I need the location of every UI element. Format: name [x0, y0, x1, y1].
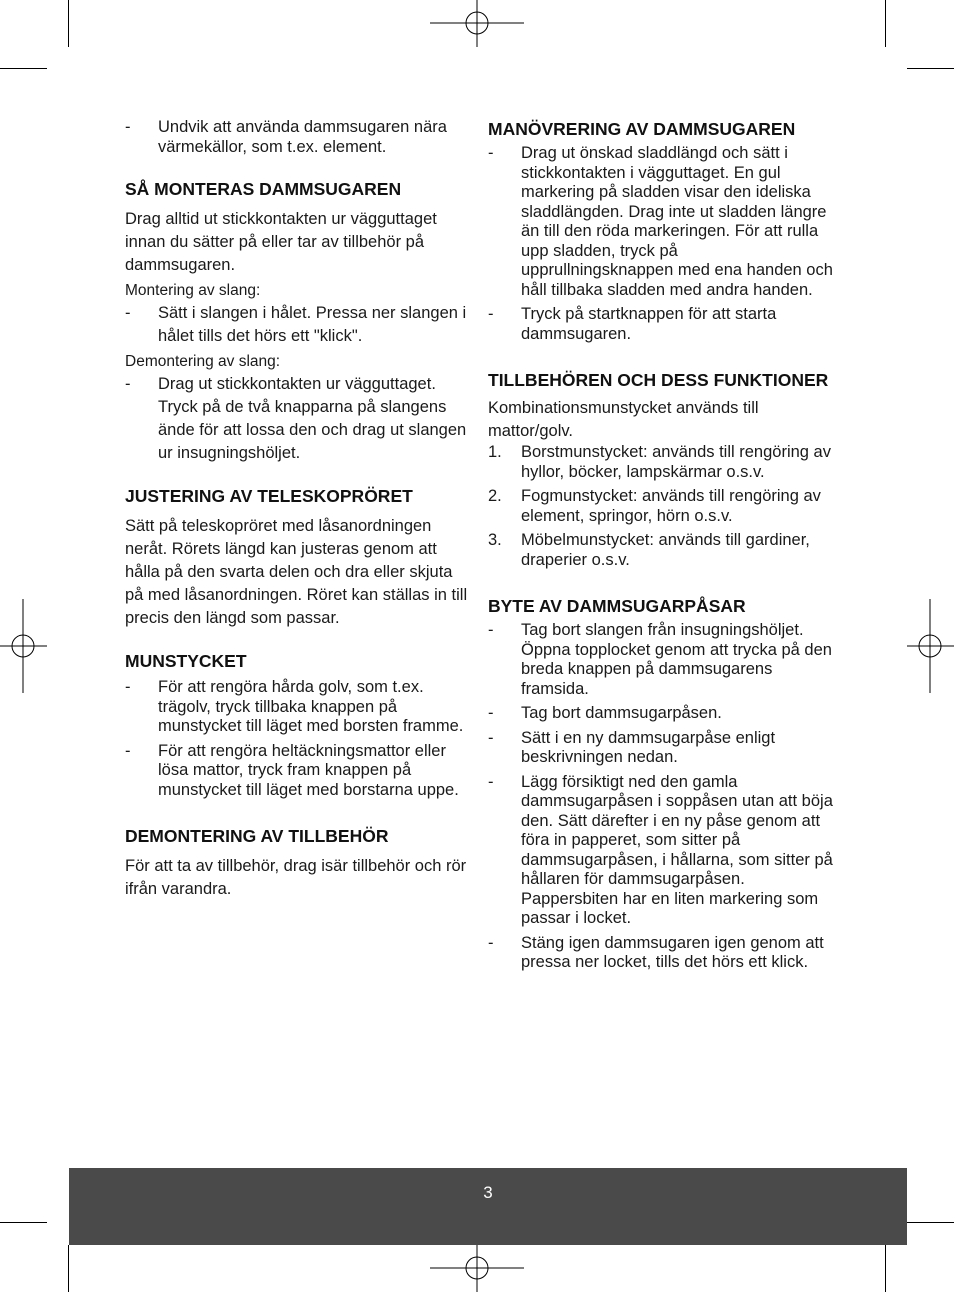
registration-mark-right — [907, 599, 954, 693]
sub-label: Montering av slang: — [125, 282, 261, 299]
accessories-list — [488, 443, 833, 570]
sub-label: Demontering av slang: — [125, 353, 281, 370]
section-heading: TILLBEHÖREN OCH DESS FUNKTIONER — [488, 370, 829, 390]
list-item: - Sätt i slangen i hålet. Pressa ner slangen i hålet tills det hörs ett "klick". — [125, 304, 467, 345]
list-item: - Drag ut önskad sladdlängd och sätt i stickkontakten i vägguttaget. En gul markering på sladden visar den ideliska sladdlängden. Drag inte ut sladden längre än till den röda markeringen. För att rulla upp sladden, tryck på upprullningsknappen med ena handen och håll tillbaka sladden med andra handen. — [488, 144, 833, 299]
list-item: - Stäng igen dammsugaren igen genom att pressa ner locket, tills det hörs ett klick. — [488, 933, 824, 971]
section-heading: MANÖVRERING AV DAMMSUGAREN — [488, 119, 796, 139]
footer-bar — [69, 1168, 907, 1245]
dismount-list — [125, 373, 468, 465]
mount-list — [125, 302, 468, 348]
nozzle-list — [125, 678, 468, 800]
section-heading: BYTE AV DAMMSUGARPÅSAR — [488, 596, 746, 616]
operation-list — [488, 144, 833, 344]
section-text: För att ta av tillbehör, drag isär tillbehör och rör ifrån varandra. — [125, 857, 467, 898]
list-item: 2. Fogmunstycket: används till rengöring av element, springor, hörn o.s.v. — [488, 487, 821, 525]
section-heading: JUSTERING AV TELESKOPRÖRET — [125, 486, 413, 506]
right-column — [488, 118, 833, 978]
registration-mark-left — [0, 599, 47, 693]
section-heading: DEMONTERING AV TILLBEHÖR — [125, 826, 389, 846]
list-item: - Tryck på startknappen för att starta dammsugaren. — [488, 305, 777, 343]
left-column — [125, 118, 468, 901]
registration-mark-bottom — [430, 1245, 524, 1292]
list-item: - Drag ut stickkontakten ur vägguttaget. Tryck på de två knapparna på slangens ände för att lossa den och drag ut slangen ur insugningshöljet. — [125, 375, 467, 462]
section-heading: MUNSTYCKET — [125, 651, 247, 671]
list-item: 1. Borstmunstycket: används till rengöring av hyllor, böcker, lampskärmar o.s.v. — [488, 443, 831, 481]
section-text: Drag alltid ut stickkontakten ur vägguttaget innan du sätter på eller tar av tillbehör på dammsugaren. — [125, 210, 437, 274]
intro-list — [125, 118, 468, 157]
list-item: - Lägg försiktigt ned den gamla dammsugarpåsen i soppåsen utan att böja den. Sätt därefter i en ny påse genom att föra in papperet, som sitter på dammsugarpåsen, i hållarna, som sitter på hållaren för dammsugarpåsen. Pappersbiten har en liten markering som passar i locket. — [488, 772, 833, 927]
list-item: 3. Möbelmunstycket: används till gardiner, draperier o.s.v. — [488, 531, 810, 569]
section-text: Sätt på teleskopröret med låsanordningen neråt. Rörets längd kan justeras genom att hålla på den svarta delen och dra eller skjuta på med låsanordningen. Röret kan ställas in till precis den längd som passar. — [125, 517, 468, 627]
list-item: - Sätt i en ny dammsugarpåse enligt beskrivningen nedan. — [488, 728, 776, 766]
list-item: - För att rengöra heltäckningsmattor eller lösa mattor, tryck fram knappen på munstycket till läget med borstarna uppe. — [125, 741, 459, 799]
page-number: 3 — [483, 1183, 493, 1202]
list-item: - Undvik att använda dammsugaren nära värmekällor, som t.ex. element. — [125, 118, 447, 156]
list-item: - Tag bort dammsugarpåsen. — [488, 704, 722, 722]
section-text: Kombinationsmunstycket används till mattor/golv. — [488, 399, 759, 440]
list-item: - För att rengöra hårda golv, som t.ex. trägolv, tryck tillbaka knappen på munstycket till läget med borsten framme. — [125, 678, 464, 735]
registration-mark-top — [430, 0, 524, 47]
bag-list — [488, 621, 833, 973]
list-item: - Tag bort slangen från insugningshöljet. Öppna topplocket genom att trycka på den breda knappen på dammsugarens framsida. — [488, 621, 832, 698]
section-heading: SÅ MONTERAS DAMMSUGAREN — [125, 179, 402, 199]
